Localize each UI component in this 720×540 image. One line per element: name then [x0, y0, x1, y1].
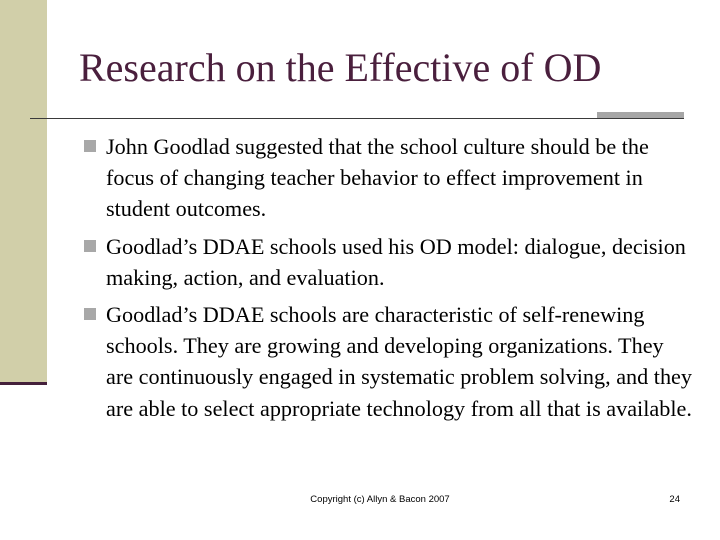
- slide-title: Research on the Effective of OD: [79, 45, 602, 90]
- left-decorative-bar: [0, 0, 47, 384]
- page-number: 24: [669, 494, 680, 505]
- bullet-item: [84, 299, 694, 424]
- bullet-text: Goodlad’s DDAE schools are characteristic of self-renewing schools. They are growing and developing organizations. They are continuously engaged in systematic problem solving, and they are able to select appropriate technology from all that is available.: [106, 302, 692, 421]
- footer-copyright: Copyright (c) Allyn & Bacon 2007: [310, 494, 450, 505]
- square-bullet-icon: [84, 308, 96, 320]
- bullet-item: [84, 231, 694, 293]
- title-divider: [30, 118, 684, 119]
- square-bullet-icon: [84, 140, 96, 152]
- square-bullet-icon: [84, 240, 96, 252]
- left-bar-underline: [0, 382, 47, 385]
- bullet-item: [84, 131, 694, 225]
- bullet-text: Goodlad’s DDAE schools used his OD model: dialogue, decision making, action, and evaluation.: [106, 233, 686, 290]
- bullet-list: [84, 131, 694, 430]
- title-divider-accent: [597, 112, 684, 118]
- bullet-text: John Goodlad suggested that the school culture should be the focus of changing teacher behavior to effect improvement in student outcomes.: [106, 134, 649, 222]
